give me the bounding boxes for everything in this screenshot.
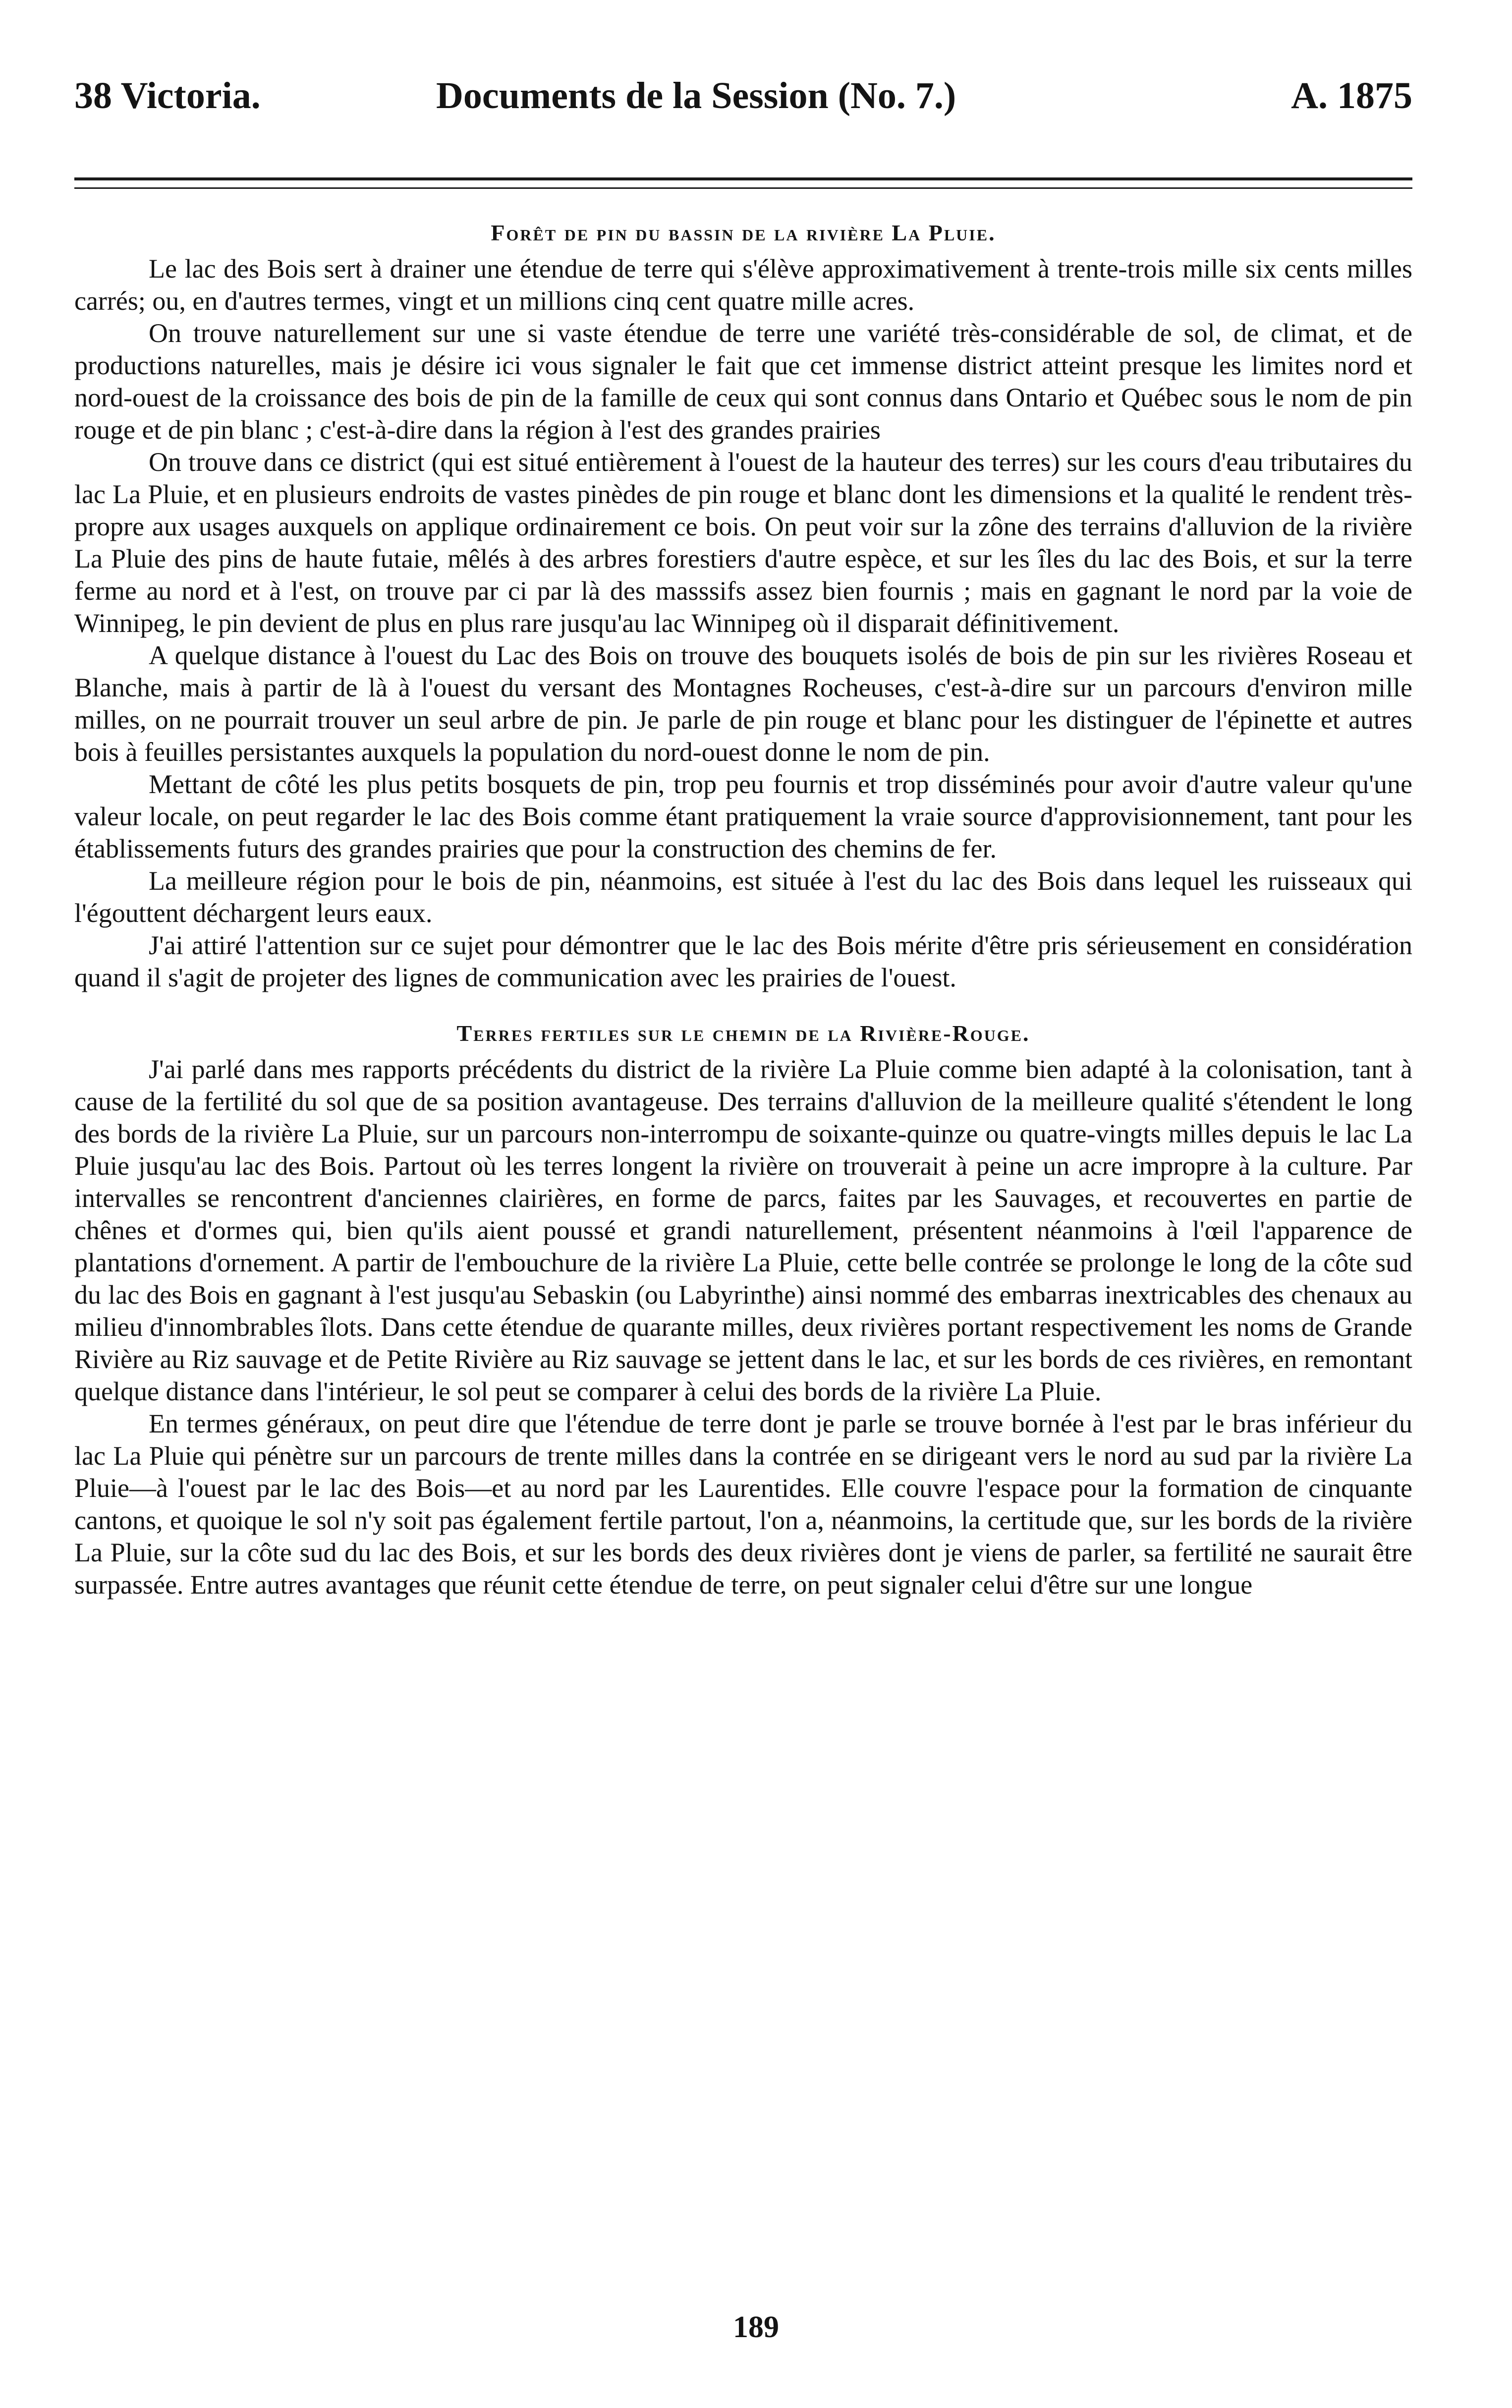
paragraph: On trouve naturellement sur une si vaste étendue de terre une variété très-considérable de sol, de climat, et de productions naturelles, mais je désire ici vous signaler le fait que cet immense district atteint presque les limites nord et nord-ouest de la croissance des bois de pin de la famille de ceux qui sont connus dans Ontario et Québec sous le nom de pin rouge et de pin blanc ; c'est-à-dire dans la région à l'est des grandes prairies xyxy=(74,318,1412,445)
header-rule-thick xyxy=(74,177,1412,180)
header-rule-thin xyxy=(74,187,1412,189)
section-spacer xyxy=(74,994,1412,1014)
paragraph: J'ai parlé dans mes rapports précédents du district de la rivière La Pluie comme bien adapté à la colonisation, tant à cause de la fertilité du sol que de sa position avantageuse. Des terrains d'alluvion de la meilleure qualité s'étendent le long des bords de la rivière La Pluie, sur un parcours non-interrompu de soixante-quinze ou quatre-vingts milles depuis le lac La Pluie jusqu'au lac des Bois. Partout où les terres longent la rivière on trouverait à peine un acre impropre à la culture. Par intervalles se rencontrent d'anciennes clairières, en forme de parcs, faites par les Sauvages, et recouvertes en partie de chênes et d'ormes qui, bien qu'ils aient poussé et grandi naturellement, présentent néanmoins à l'œil l'apparence de plantations d'ornement. A partir de l'embouchure de la rivière La Pluie, cette belle contrée se prolonge le long de la côte sud du lac des Bois en gagnant à l'est jusqu'au Sebaskin (ou Labyrinthe) ainsi nommé des embarras inextricables des chenaux au milieu d'innombrables îlots. Dans cette étendue de quarante milles, deux rivières portant respectivement les noms de Grande Rivière au Riz sauvage et de Petite Rivière au Riz sauvage se jettent dans le lac, et sur les bords de ces rivières, en remontant quelque distance dans l'intérieur, le sol peut se comparer à celui des bords de la rivière La Pluie. xyxy=(74,1054,1412,1406)
paragraph: La meilleure région pour le bois de pin, néanmoins, est située à l'est du lac des Bois dans lequel les ruisseaux qui l'égouttent déchargent leurs eaux. xyxy=(74,866,1412,928)
paragraph: En termes généraux, on peut dire que l'étendue de terre dont je parle se trouve bornée à l'est par le bras inférieur du lac La Pluie qui pénètre sur un parcours de trente milles dans la contrée en se dirigeant vers le nord au sud par la rivière La Pluie—à l'ouest par le lac des Bois—et au nord par les Laurentides. Elle couvre l'espace pour la formation de cinquante cantons, et quoique le sol n'y soit pas également fertile partout, l'on a, néanmoins, la certitude que, sur les bords de la rivière La Pluie, sur la côte sud du lac des Bois, et sur les bords des deux rivières dont je viens de parler, sa fertilité ne saurait être surpassée. Entre autres avantages que réunit cette étendue de terre, on peut signaler celui d'être sur une longue xyxy=(74,1409,1412,1600)
running-header xyxy=(74,74,1412,129)
header-year: A. 1875 xyxy=(1291,75,1412,116)
page-number: 189 xyxy=(733,2310,779,2344)
section-title-pine-forest: Forêt de pin du bassin de la rivière La Pluie. xyxy=(491,220,996,245)
paragraph: A quelque distance à l'ouest du Lac des Bois on trouve des bouquets isolés de bois de pin sur les rivières Roseau et Blanche, mais à partir de là à l'ouest du versant des Montagnes Rocheuses, c'est-à-dire sur un parcours d'environ mille milles, on ne pourrait trouver un seul arbre de pin. Je parle de pin rouge et blanc pour les distinguer de l'épinette et autres bois à feuilles persistantes auxquels la population du nord-ouest donne le nom de pin. xyxy=(74,640,1412,767)
header-title: Documents de la Session (No. 7.) xyxy=(436,75,956,116)
paragraph: Le lac des Bois sert à drainer une étendue de terre qui s'élève approximativement à trente-trois mille six cents milles carrés; ou, en d'autres termes, vingt et un millions cinq cent quatre mille acres. xyxy=(74,254,1412,316)
section-title-fertile-lands: Terres fertiles sur le chemin de la Rivière-Rouge. xyxy=(456,1021,1030,1046)
paragraph: Mettant de côté les plus petits bosquets de pin, trop peu fournis et trop disséminés pour avoir d'autre valeur qu'une valeur locale, on peut regarder le lac des Bois comme étant pratiquement la vraie source d'approvisionnement, tant pour les établissements futurs des grandes prairies que pour la construction des chemins de fer. xyxy=(74,769,1412,863)
document-body xyxy=(74,213,1412,1601)
header-volume: 38 Victoria. xyxy=(74,75,261,116)
paragraph: On trouve dans ce district (qui est situé entièrement à l'ouest de la hauteur des terres) sur les cours d'eau tributaires du lac La Pluie, et en plusieurs endroits de vastes pinèdes de pin rouge et blanc dont les dimensions et la qualité le rendent très-propre aux usages auxquels on applique ordinairement ce bois. On peut voir sur la zône des terrains d'alluvion de la rivière La Pluie des pins de haute futaie, mêlés à des arbres forestiers d'autre espèce, et sur les îles du lac des Bois, et sur la terre ferme au nord et à l'est, on trouve par ci par là des masssifs assez bien fournis ; mais en gagnant le nord par la voie de Winnipeg, le pin devient de plus en plus rare jusqu'au lac Winnipeg où il disparait définitivement. xyxy=(74,447,1412,638)
paragraph: J'ai attiré l'attention sur ce sujet pour démontrer que le lac des Bois mérite d'être pris sérieusement en considération quand il s'agit de projeter des lignes de communication avec les prairies de l'ouest. xyxy=(74,930,1412,992)
